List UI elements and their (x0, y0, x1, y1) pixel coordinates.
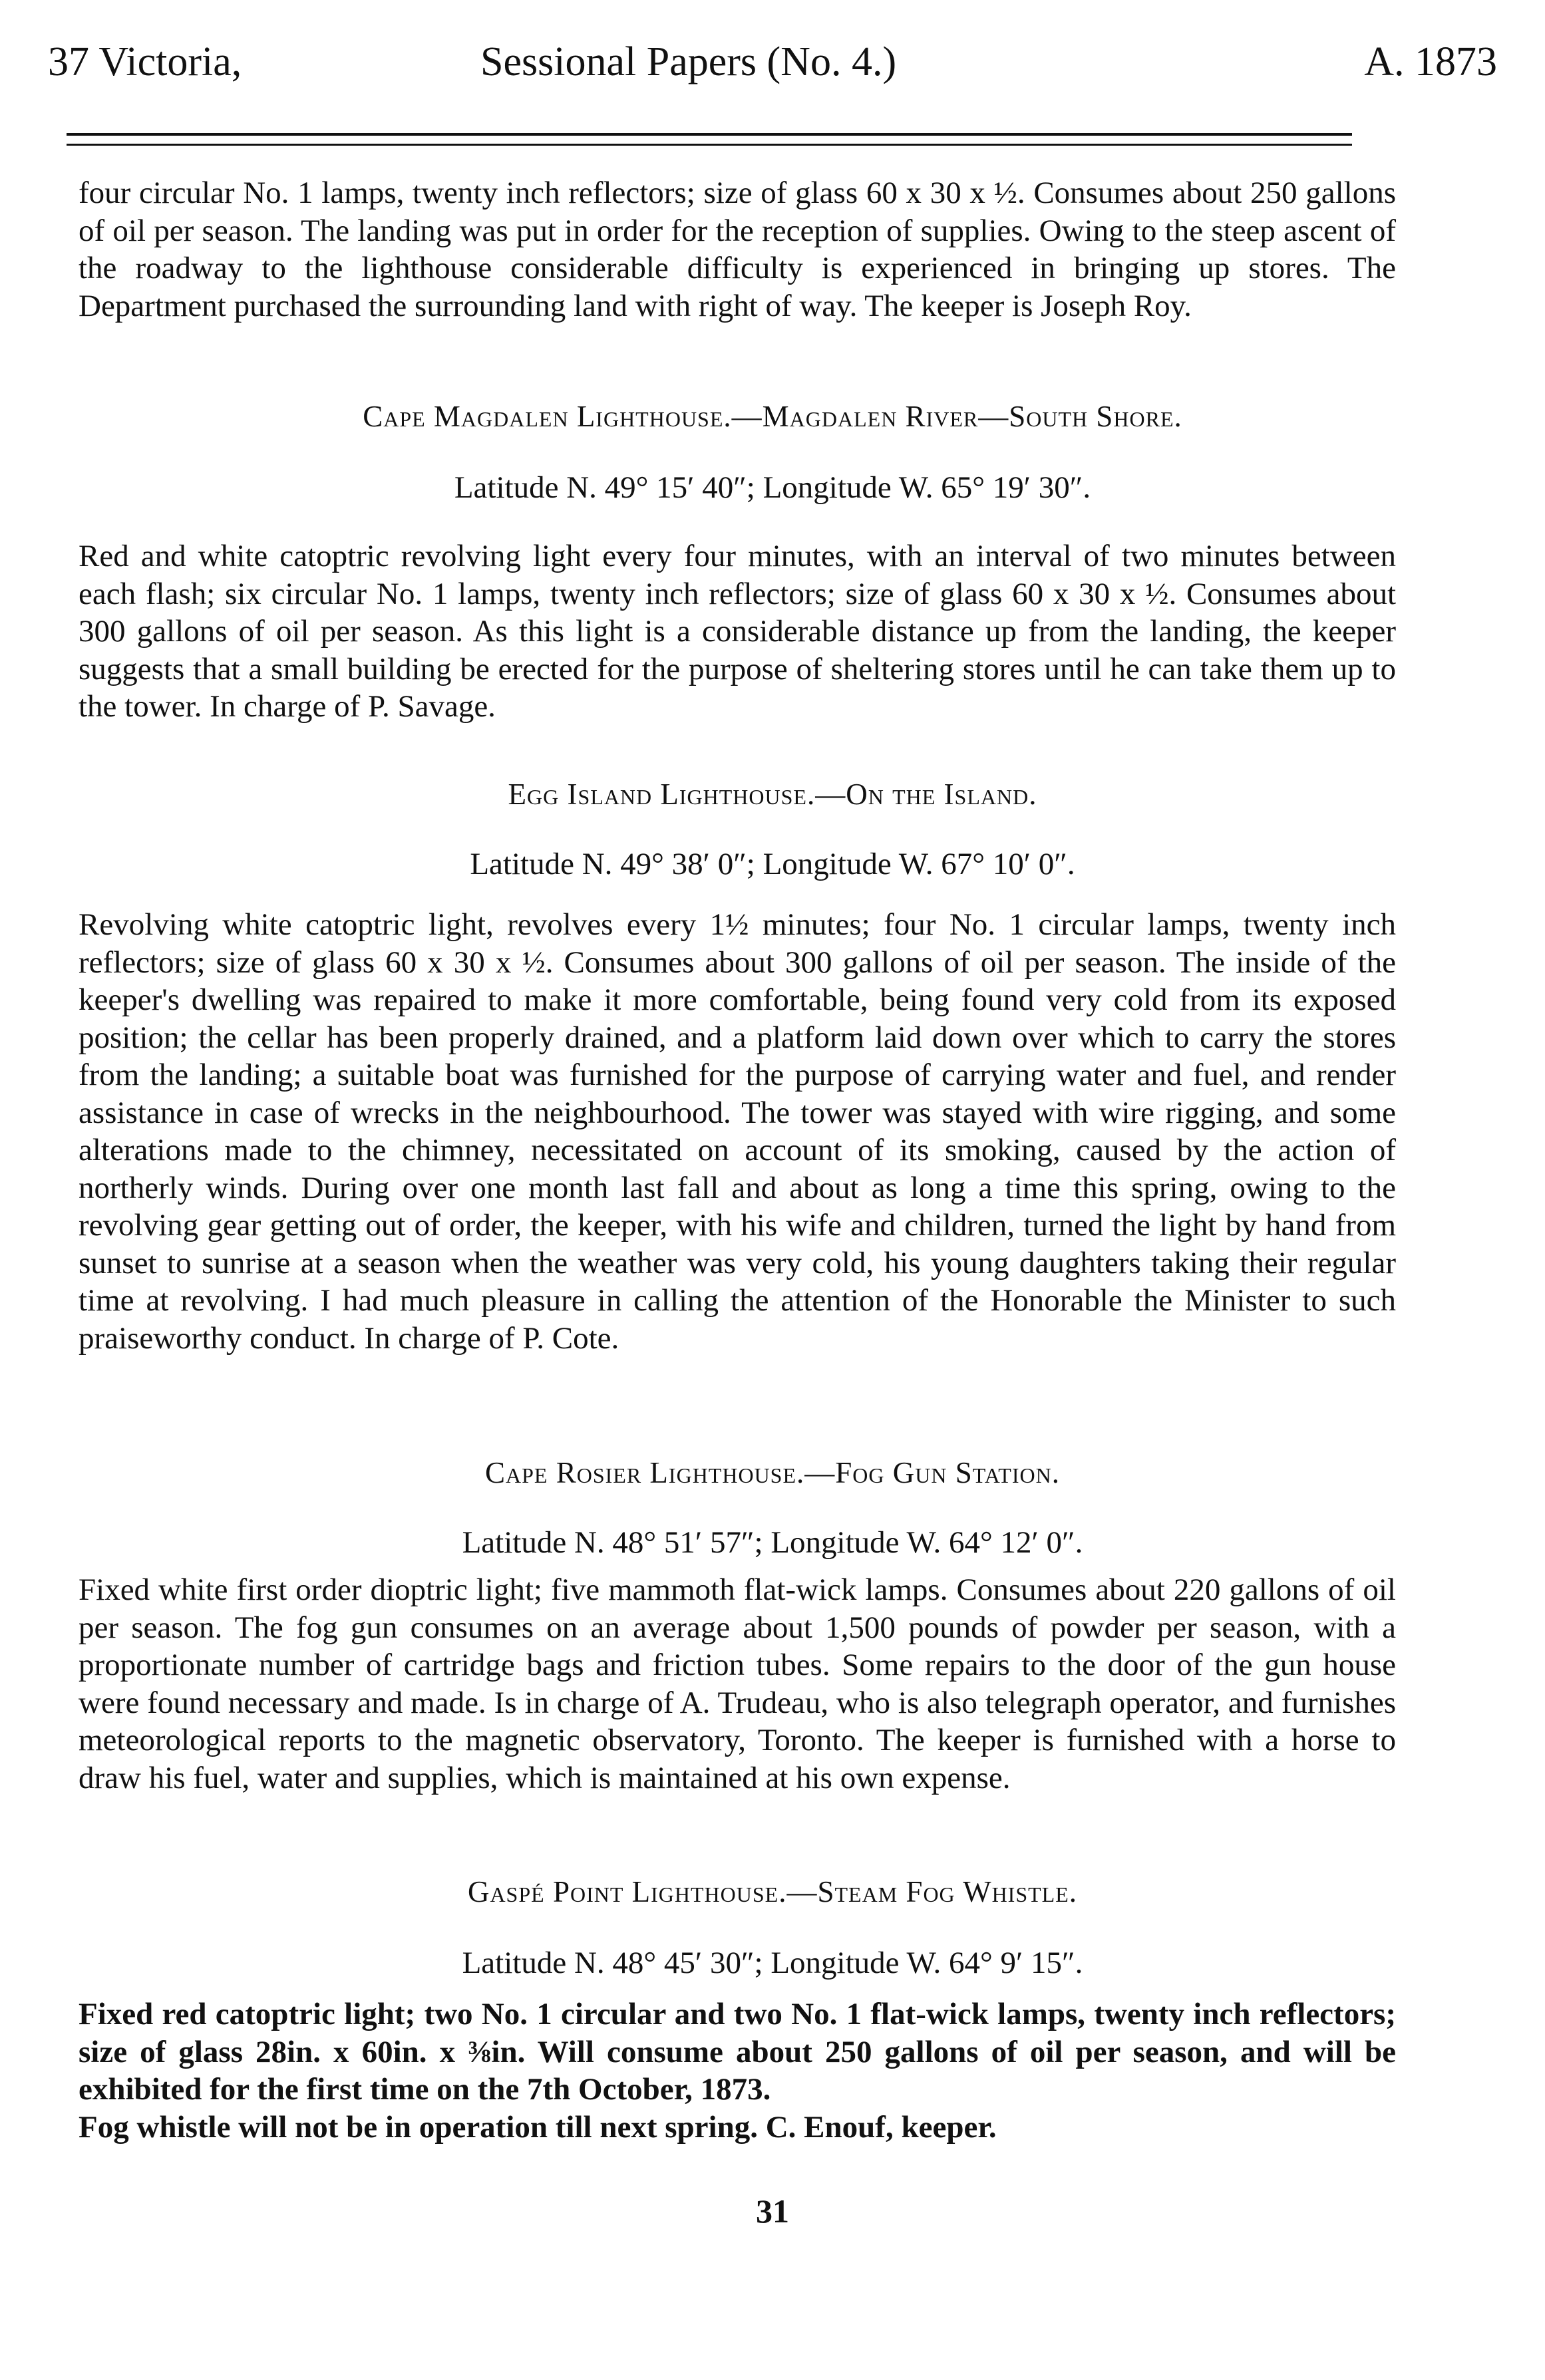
section-paragraph-cape-rosier (79, 1571, 1396, 1797)
header-volume: 37 Victoria, (48, 39, 242, 84)
paragraph-text: four circular No. 1 lamps, twenty inch reflectors; size of glass 60 x 30 x ½. Consumes about 250 gallons of oil per season. The landing was put in order for the reception of supplies. Owing to the steep ascent of the roadway to the lighthouse considerable difficulty is experienced in bringing up stores. The Department purchased the surrounding land with right of way. The keeper is Joseph Roy. (79, 176, 1396, 323)
paragraph-text: Fixed red catoptric light; two No. 1 circular and two No. 1 flat-wick lamps, twenty inch reflectors; size of glass 28in. x 60in. x ⅜in. Will consume about 250 gallons of oil per season, and will be exhibited for the first time on the 7th October, 1873. (79, 1997, 1396, 2107)
section-paragraph-egg-island (79, 906, 1396, 1357)
section-paragraph-cape-magdalen (79, 537, 1396, 726)
section-paragraph-gaspe-point (79, 1996, 1396, 2146)
section-heading-cape-magdalen: Cape Magdalen Lighthouse.—Magdalen River—South Shore. (363, 400, 1182, 433)
page-number: 31 (756, 2192, 789, 2230)
paragraph-text: Fixed white first order dioptric light; five mammoth flat-wick lamps. Consumes about 220 gallons of oil per season. The fog gun consumes on an average about 1,500 pounds of powder per season, with a proportionate number of cartridge bags and friction tubes. Some repairs to the door of the gun house were found necessary and made. Is in charge of A. Trudeau, who is also telegraph operator, and furnishes meteorological reports to the magnetic observatory, Toronto. The keeper is furnished with a horse to draw his fuel, water and supplies, which is maintained at his own expense. (79, 1572, 1396, 1795)
section-heading-egg-island: Egg Island Lighthouse.—On the Island. (508, 778, 1037, 811)
coordinates-egg-island: Latitude N. 49° 38′ 0″; Longitude W. 67° 10′ 0″. (470, 847, 1075, 881)
header-rule (67, 133, 1352, 136)
header-title: Sessional Papers (No. 4.) (480, 39, 897, 84)
section-heading-gaspe-point: Gaspé Point Lighthouse.—Steam Fog Whistle. (467, 1875, 1078, 1908)
coordinates-cape-magdalen: Latitude N. 49° 15′ 40″; Longitude W. 65° 19′ 30″. (454, 470, 1091, 505)
running-header (48, 39, 1497, 92)
header-rule-thin (67, 144, 1352, 146)
header-year: A. 1873 (1364, 39, 1497, 84)
paragraph-text-2: Fog whistle will not be in operation till next spring. C. Enouf, keeper. (79, 2109, 997, 2145)
coordinates-cape-rosier: Latitude N. 48° 51′ 57″; Longitude W. 64° 12′ 0″. (462, 1525, 1083, 1560)
continuation-paragraph (79, 174, 1396, 325)
paragraph-text: Revolving white catoptric light, revolves every 1½ minutes; four No. 1 circular lamps, twenty inch reflectors; size of glass 60 x 30 x ½. Consumes about 300 gallons of oil per season. The inside of the keeper's dwelling was repaired to make it more comfortable, being found very cold from its exposed position; the cellar has been properly drained, and a platform laid down over which to carry the stores from the landing; a suitable boat was furnished for the purpose of carrying water and fuel, and render assistance in case of wrecks in the neighbourhood. The tower was stayed with wire rigging, and some alterations made to the chimney, necessitated on account of its smoking, caused by the action of northerly winds. During over one month last fall and about as long a time this spring, owing to the revolving gear getting out of order, the keeper, with his wife and children, turned the light by hand from sunset to sunrise at a season when the weather was very cold, his young daughters taking their regular time at revolving. I had much pleasure in calling the attention of the Honorable the Minister to such praiseworthy conduct. In charge of P. Cote. (79, 907, 1396, 1356)
section-heading-cape-rosier: Cape Rosier Lighthouse.—Fog Gun Station. (485, 1456, 1060, 1489)
coordinates-gaspe-point: Latitude N. 48° 45′ 30″; Longitude W. 64° 9′ 15″. (462, 1946, 1083, 1980)
paragraph-text: Red and white catoptric revolving light every four minutes, with an interval of two minutes between each flash; six circular No. 1 lamps, twenty inch reflectors; size of glass 60 x 30 x ½. Consumes about 300 gallons of oil per season. As this light is a considerable distance up from the landing, the keeper suggests that a small building be erected for the purpose of sheltering stores until he can take them up to the tower. In charge of P. Savage. (79, 539, 1396, 724)
